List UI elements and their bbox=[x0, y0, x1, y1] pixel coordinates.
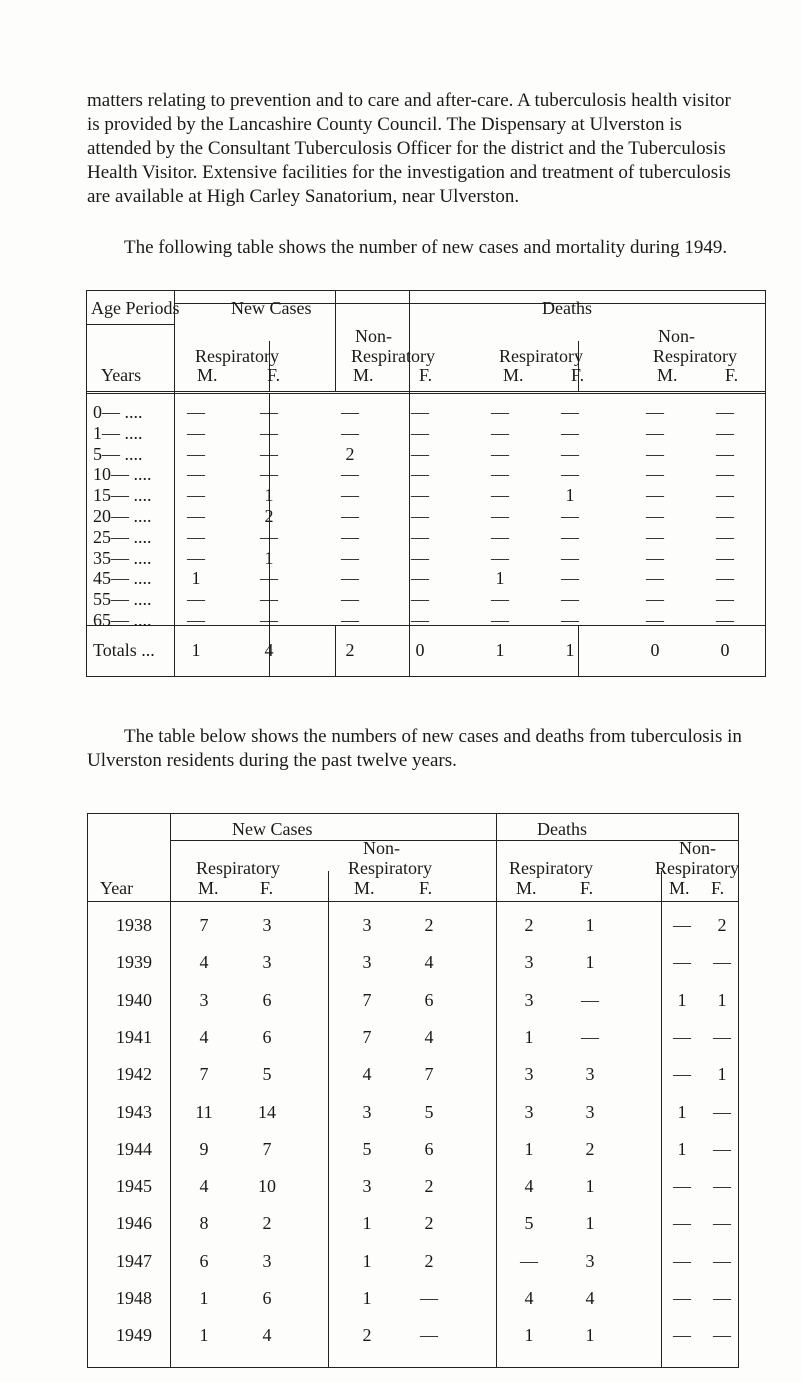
new-cases-header: New Cases bbox=[231, 298, 312, 318]
table-cell: 3 bbox=[362, 952, 372, 973]
year-label: 1947 bbox=[116, 1250, 152, 1271]
table-cell: 5 bbox=[262, 1064, 272, 1085]
table-cell: — bbox=[713, 1325, 731, 1346]
table-cell: 1 bbox=[717, 989, 727, 1010]
table-cell: — bbox=[491, 610, 509, 630]
table-cell: — bbox=[646, 547, 664, 568]
table-cell: 4 bbox=[424, 952, 434, 973]
age-period-label: 25— .... bbox=[93, 526, 152, 547]
age-period-label: 10— .... bbox=[93, 464, 152, 485]
table-cell: — bbox=[646, 422, 664, 443]
table-cell: — bbox=[341, 589, 359, 610]
table-cell: — bbox=[713, 1213, 731, 1234]
table-cell: — bbox=[716, 402, 734, 422]
table-cell: — bbox=[561, 402, 579, 422]
year-label: 1945 bbox=[116, 1176, 152, 1197]
table-cell: — bbox=[411, 506, 429, 526]
table-cell: — bbox=[260, 422, 278, 443]
year-label: 1938 bbox=[116, 915, 152, 935]
table-cell: — bbox=[341, 485, 359, 506]
table-cell: 4 bbox=[199, 1176, 209, 1197]
table-cell: — bbox=[716, 610, 734, 630]
year-label: 1944 bbox=[116, 1138, 152, 1159]
table-cell: — bbox=[260, 402, 278, 422]
table-cell: — bbox=[491, 589, 509, 610]
table-cell: — bbox=[713, 1138, 731, 1159]
m-header: M. bbox=[354, 878, 375, 898]
table-cell: 1 bbox=[585, 1325, 595, 1346]
table-cell: 3 bbox=[524, 952, 534, 973]
m-header: M. bbox=[197, 365, 218, 385]
table-cell: — bbox=[260, 464, 278, 485]
table-cell: — bbox=[713, 1176, 731, 1197]
table-cell: 7 bbox=[199, 915, 209, 935]
table-cell: — bbox=[646, 610, 664, 630]
table-cell: 10 bbox=[258, 1176, 276, 1197]
table-cell: 1 bbox=[191, 568, 201, 589]
table-cell: — bbox=[713, 1288, 731, 1308]
table-cell: — bbox=[646, 589, 664, 610]
totals-cell: 0 bbox=[650, 640, 660, 660]
table-cell: 11 bbox=[195, 1101, 213, 1122]
table-cell: — bbox=[491, 402, 509, 422]
table-cell: — bbox=[716, 485, 734, 506]
table-cell: 2 bbox=[345, 443, 355, 464]
table-cell: 1 bbox=[585, 1213, 595, 1234]
year-label: 1946 bbox=[116, 1213, 152, 1234]
table-cell: — bbox=[646, 464, 664, 485]
table-cell: — bbox=[716, 506, 734, 526]
table2-caption: The table below shows the numbers of new cases and deaths from tuberculosis in Ulverston residents during the past twelve years. bbox=[87, 726, 742, 771]
table-cell: — bbox=[713, 1026, 731, 1047]
table-cell: 1 bbox=[717, 1064, 727, 1085]
age-period-label: 65— .... bbox=[93, 610, 152, 630]
table-cell: — bbox=[411, 402, 429, 422]
year-label: 1948 bbox=[116, 1288, 152, 1308]
table-cell: 1 bbox=[677, 989, 687, 1010]
table-cell: 4 bbox=[199, 1026, 209, 1047]
m-header: M. bbox=[669, 878, 690, 898]
table-cell: 5 bbox=[524, 1213, 534, 1234]
table-cell: 3 bbox=[524, 989, 534, 1010]
table-cell: 3 bbox=[585, 1064, 595, 1085]
year-label: 1943 bbox=[116, 1101, 152, 1122]
table-cell: — bbox=[341, 464, 359, 485]
non-header-new: Non- bbox=[363, 838, 400, 858]
table-cell: 9 bbox=[199, 1138, 209, 1159]
years-header: Years bbox=[101, 365, 142, 385]
table-cell: — bbox=[713, 1250, 731, 1271]
table-cell: — bbox=[187, 422, 205, 443]
table-cell: 1 bbox=[677, 1138, 687, 1159]
table-cell: — bbox=[520, 1250, 538, 1271]
table-cell: 3 bbox=[362, 915, 372, 935]
year-label: 1949 bbox=[116, 1325, 152, 1346]
table-cell: 4 bbox=[524, 1176, 534, 1197]
table-cell: — bbox=[260, 443, 278, 464]
f-header: F. bbox=[260, 878, 274, 898]
table-cell: — bbox=[187, 526, 205, 547]
table-cell: — bbox=[716, 526, 734, 547]
nonresp-header-new: Respiratory bbox=[348, 858, 432, 878]
table-cell: 1 bbox=[585, 915, 595, 935]
table-cell: — bbox=[341, 422, 359, 443]
table-cell: 6 bbox=[262, 1026, 272, 1047]
nonresp-header-new: Respiratory bbox=[351, 346, 435, 366]
table-cell: 1 bbox=[199, 1325, 209, 1346]
table-cell: — bbox=[341, 568, 359, 589]
table-cell: — bbox=[260, 568, 278, 589]
table-cell: — bbox=[411, 526, 429, 547]
table-cell: — bbox=[581, 989, 599, 1010]
table-cell: 7 bbox=[199, 1064, 209, 1085]
table-cell: 4 bbox=[585, 1288, 595, 1308]
table-cell: — bbox=[260, 610, 278, 630]
table-cell: 4 bbox=[524, 1288, 534, 1308]
m-header: M. bbox=[198, 878, 219, 898]
table-cell: — bbox=[716, 547, 734, 568]
table-cell: 2 bbox=[264, 506, 274, 526]
table-cell: — bbox=[561, 568, 579, 589]
table-cell: 3 bbox=[362, 1101, 372, 1122]
table1-caption: The following table shows the number of new cases and mortality during 1949. bbox=[124, 237, 728, 258]
table-cell: — bbox=[341, 402, 359, 422]
table-cell: — bbox=[646, 506, 664, 526]
totals-cell: 1 bbox=[565, 640, 575, 660]
table-cell: — bbox=[673, 1250, 691, 1271]
table-cell: 2 bbox=[362, 1325, 372, 1346]
table-cell: — bbox=[561, 506, 579, 526]
age-period-label: 15— .... bbox=[93, 485, 152, 506]
table-cell: 1 bbox=[524, 1026, 534, 1047]
table-cell: 7 bbox=[424, 1064, 434, 1085]
table-cell: — bbox=[673, 1026, 691, 1047]
table-cell: 2 bbox=[524, 915, 534, 935]
table-cell: 1 bbox=[362, 1288, 372, 1308]
table-cell: — bbox=[187, 506, 205, 526]
table-cell: — bbox=[716, 464, 734, 485]
table-cell: — bbox=[716, 422, 734, 443]
table-cell: 2 bbox=[585, 1138, 595, 1159]
resp-header-new: Respiratory bbox=[195, 346, 279, 366]
table-cell: — bbox=[491, 547, 509, 568]
table-cell: — bbox=[673, 1325, 691, 1346]
m-header: M. bbox=[353, 365, 374, 385]
m-header: M. bbox=[503, 365, 524, 385]
age-period-label: 0— .... bbox=[93, 402, 143, 422]
table-cell: — bbox=[411, 443, 429, 464]
f-header: F. bbox=[580, 878, 594, 898]
table-cell: — bbox=[411, 568, 429, 589]
table-cell: — bbox=[713, 1101, 731, 1122]
resp-header-new: Respiratory bbox=[196, 858, 280, 878]
yearly-table bbox=[87, 813, 739, 1368]
table-cell: 3 bbox=[585, 1250, 595, 1271]
age-period-label: 55— .... bbox=[93, 589, 152, 610]
non-header-new: Non- bbox=[355, 326, 392, 346]
table-cell: 2 bbox=[717, 915, 727, 935]
table-cell: 3 bbox=[524, 1101, 534, 1122]
table-cell: — bbox=[187, 610, 205, 630]
table-cell: — bbox=[411, 610, 429, 630]
table-cell: — bbox=[561, 547, 579, 568]
table-cell: — bbox=[673, 952, 691, 973]
age-period-label: 1— .... bbox=[93, 422, 143, 443]
year-label: 1939 bbox=[116, 952, 152, 973]
table-cell: — bbox=[673, 915, 691, 935]
new-cases-header: New Cases bbox=[232, 819, 313, 839]
table-cell: 1 bbox=[524, 1138, 534, 1159]
table-cell: 1 bbox=[524, 1325, 534, 1346]
table-cell: — bbox=[420, 1288, 438, 1308]
f-header: F. bbox=[725, 365, 739, 385]
table-cell: 4 bbox=[424, 1026, 434, 1047]
table-cell: — bbox=[411, 547, 429, 568]
table-cell: 7 bbox=[362, 989, 372, 1010]
table-cell: 4 bbox=[199, 952, 209, 973]
table-cell: 6 bbox=[199, 1250, 209, 1271]
table-cell: 8 bbox=[199, 1213, 209, 1234]
table-cell: — bbox=[716, 443, 734, 464]
nonresp-header-deaths: Respiratory bbox=[653, 346, 737, 366]
table-cell: — bbox=[646, 526, 664, 547]
table-cell: — bbox=[491, 526, 509, 547]
m-header: M. bbox=[516, 878, 537, 898]
year-label: 1940 bbox=[116, 989, 152, 1010]
resp-header-deaths: Respiratory bbox=[499, 346, 583, 366]
table-cell: — bbox=[713, 952, 731, 973]
table-cell: — bbox=[491, 464, 509, 485]
table-cell: — bbox=[561, 610, 579, 630]
table-cell: — bbox=[187, 464, 205, 485]
table-cell: 3 bbox=[362, 1176, 372, 1197]
table-cell: — bbox=[420, 1325, 438, 1346]
table-cell: — bbox=[187, 402, 205, 422]
age-period-label: 35— .... bbox=[93, 547, 152, 568]
year-header: Year bbox=[100, 878, 134, 898]
year-label: 1941 bbox=[116, 1026, 152, 1047]
table-cell: 2 bbox=[424, 1213, 434, 1234]
table-cell: 1 bbox=[264, 547, 274, 568]
table-cell: — bbox=[646, 402, 664, 422]
table-cell: 3 bbox=[262, 915, 272, 935]
table-cell: — bbox=[260, 526, 278, 547]
table-cell: 6 bbox=[424, 989, 434, 1010]
age-period-label: 45— .... bbox=[93, 568, 152, 589]
table-cell: 3 bbox=[262, 952, 272, 973]
table-cell: — bbox=[187, 547, 205, 568]
table-cell: — bbox=[341, 547, 359, 568]
table-cell: 2 bbox=[262, 1213, 272, 1234]
table-cell: 7 bbox=[362, 1026, 372, 1047]
table-cell: — bbox=[561, 589, 579, 610]
table-cell: 1 bbox=[585, 952, 595, 973]
age-period-label: 20— .... bbox=[93, 506, 152, 526]
table-cell: — bbox=[716, 568, 734, 589]
table-cell: — bbox=[673, 1213, 691, 1234]
f-header: F. bbox=[711, 878, 725, 898]
table-cell: 4 bbox=[262, 1325, 272, 1346]
table-cell: 3 bbox=[524, 1064, 534, 1085]
table-cell: — bbox=[561, 464, 579, 485]
table-cell: 3 bbox=[585, 1101, 595, 1122]
age-period-label: 5— .... bbox=[93, 443, 143, 464]
table-cell: 1 bbox=[199, 1288, 209, 1308]
table-cell: — bbox=[187, 485, 205, 506]
table-cell: 3 bbox=[262, 1250, 272, 1271]
nonresp-header-deaths: Respiratory bbox=[655, 858, 739, 878]
table-cell: 4 bbox=[362, 1064, 372, 1085]
table-cell: 6 bbox=[262, 1288, 272, 1308]
totals-cell: 1 bbox=[495, 640, 505, 660]
table-cell: — bbox=[260, 589, 278, 610]
totals-cell: 1 bbox=[191, 640, 201, 660]
table-cell: 3 bbox=[199, 989, 209, 1010]
table-cell: 6 bbox=[424, 1138, 434, 1159]
table-cell: 14 bbox=[258, 1101, 276, 1122]
table-cell: 1 bbox=[362, 1250, 372, 1271]
deaths-header: Deaths bbox=[537, 819, 587, 839]
intro-paragraph: matters relating to prevention and to care and after-care. A tuberculosis health visitor is provided by the Lancashire County Council. The Dispensary at Ulverston is attended by the Consultant Tuberculosis Officer for the district and the Tuberculosis Health Visitor. Extensive facilities for the investigation and treatment of tuberculosis are available at High Carley Sanatorium, near Ulverston. bbox=[87, 90, 731, 207]
age-periods-header: Age Periods bbox=[91, 298, 180, 318]
table-cell: — bbox=[341, 506, 359, 526]
totals-cell: 0 bbox=[720, 640, 730, 660]
non-header-deaths: Non- bbox=[658, 326, 695, 346]
table-cell: 1 bbox=[362, 1213, 372, 1234]
table-cell: — bbox=[673, 1288, 691, 1308]
totals-cell: 2 bbox=[345, 640, 355, 660]
table-cell: 7 bbox=[262, 1138, 272, 1159]
f-header: F. bbox=[571, 365, 585, 385]
table-cell: — bbox=[561, 422, 579, 443]
table-cell: — bbox=[561, 443, 579, 464]
table-cell: — bbox=[411, 464, 429, 485]
table-cell: — bbox=[411, 485, 429, 506]
table-cell: 5 bbox=[362, 1138, 372, 1159]
table-cell: 1 bbox=[585, 1176, 595, 1197]
table-cell: — bbox=[187, 443, 205, 464]
table-cell: — bbox=[561, 526, 579, 547]
resp-header-deaths: Respiratory bbox=[509, 858, 593, 878]
age-period-table bbox=[86, 290, 766, 677]
totals-cell: 4 bbox=[264, 640, 274, 660]
table-cell: — bbox=[341, 610, 359, 630]
year-label: 1942 bbox=[116, 1064, 152, 1085]
table-cell: 1 bbox=[565, 485, 575, 506]
m-header: M. bbox=[657, 365, 678, 385]
table-cell: 1 bbox=[264, 485, 274, 506]
table-cell: 6 bbox=[262, 989, 272, 1010]
table-cell: — bbox=[411, 422, 429, 443]
totals-cell: 0 bbox=[415, 640, 425, 660]
table-cell: 5 bbox=[424, 1101, 434, 1122]
table-cell: — bbox=[341, 526, 359, 547]
table-cell: 2 bbox=[424, 1250, 434, 1271]
non-header-deaths: Non- bbox=[679, 838, 716, 858]
totals-label: Totals ... bbox=[93, 640, 155, 660]
table-cell: — bbox=[187, 589, 205, 610]
table-cell: — bbox=[491, 422, 509, 443]
table-cell: — bbox=[646, 443, 664, 464]
table-cell: — bbox=[673, 1064, 691, 1085]
table-cell: 1 bbox=[495, 568, 505, 589]
f-header: F. bbox=[419, 878, 433, 898]
table-cell: — bbox=[673, 1176, 691, 1197]
table-cell: — bbox=[716, 589, 734, 610]
table-cell: 2 bbox=[424, 1176, 434, 1197]
table-cell: 1 bbox=[677, 1101, 687, 1122]
table-cell: — bbox=[646, 485, 664, 506]
f-header: F. bbox=[267, 365, 281, 385]
f-header: F. bbox=[419, 365, 433, 385]
table-cell: 2 bbox=[424, 915, 434, 935]
table-cell: — bbox=[491, 485, 509, 506]
table-cell: — bbox=[491, 506, 509, 526]
table-cell: — bbox=[411, 589, 429, 610]
table-cell: — bbox=[491, 443, 509, 464]
deaths-header: Deaths bbox=[542, 298, 592, 318]
table-cell: — bbox=[581, 1026, 599, 1047]
table-cell: — bbox=[646, 568, 664, 589]
